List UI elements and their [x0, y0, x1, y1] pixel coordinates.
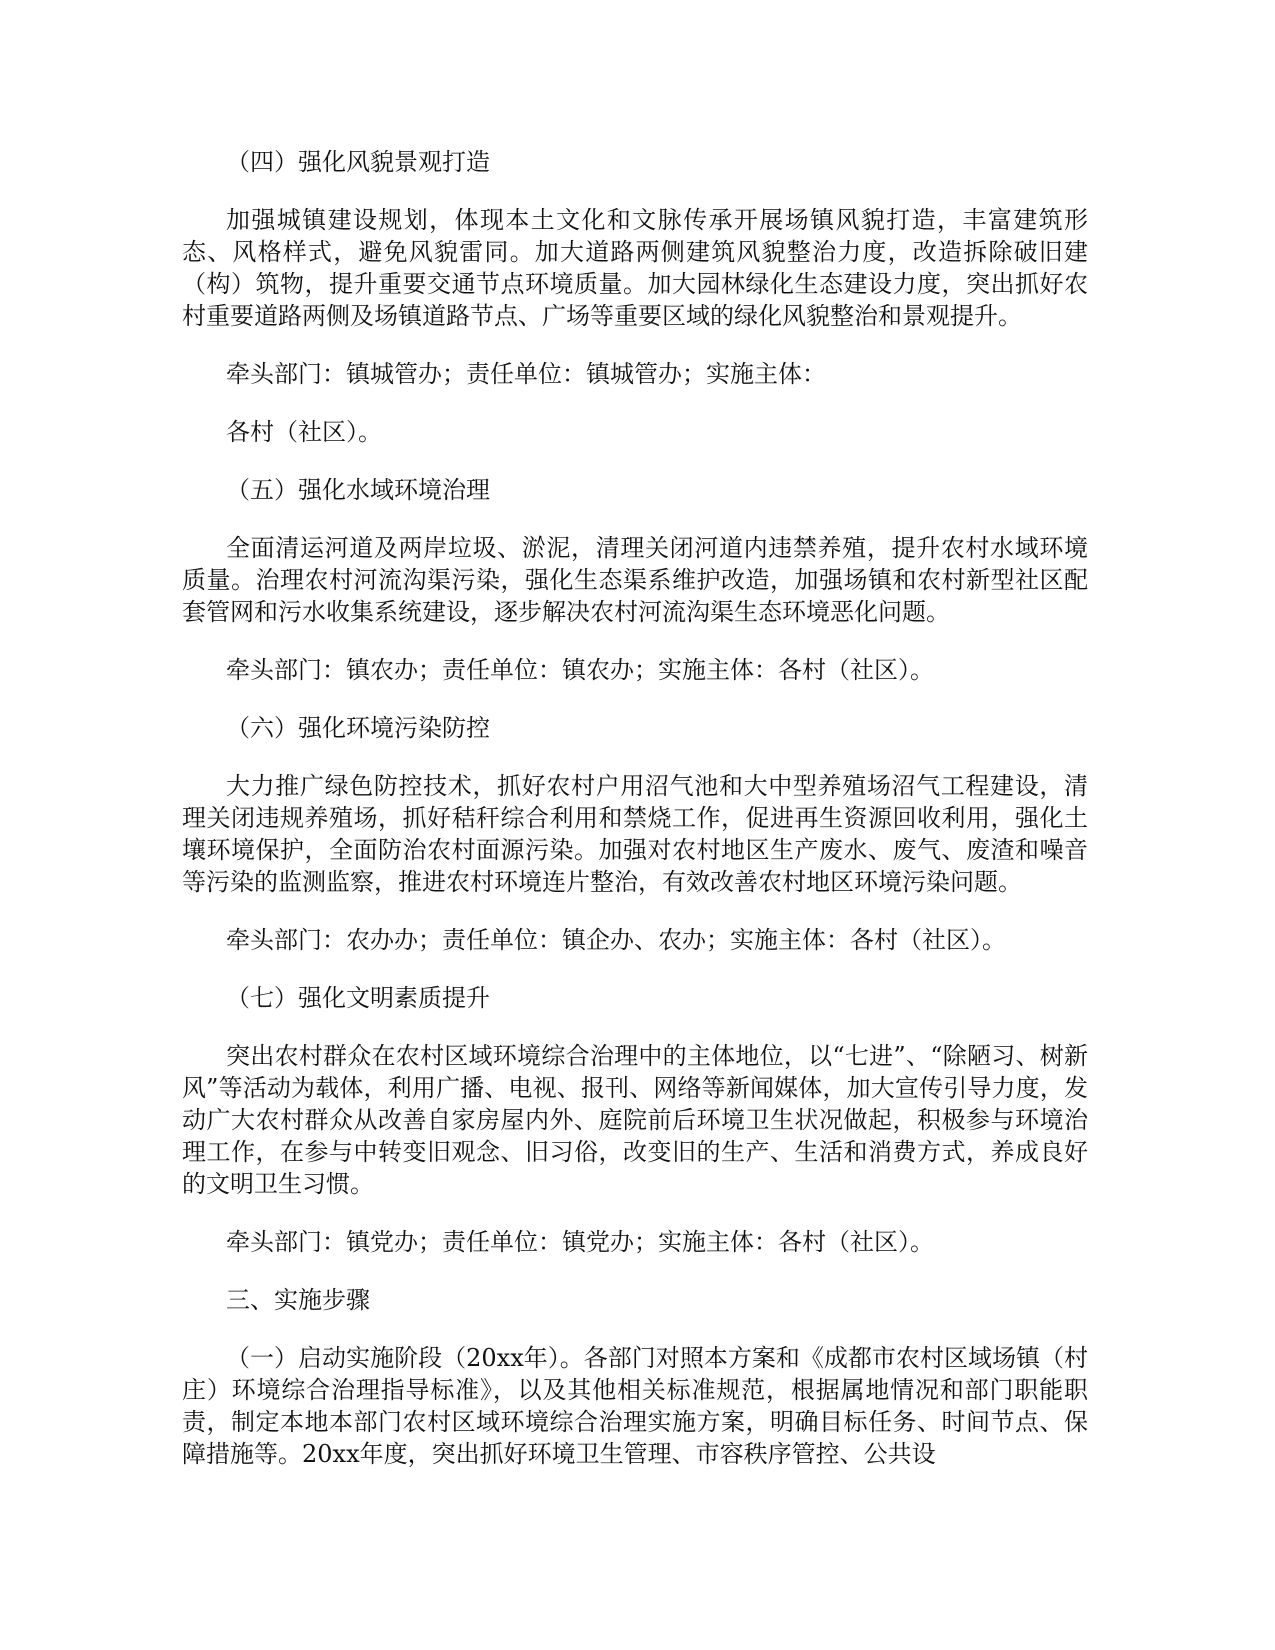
chapter-heading: 三、实施步骤	[226, 1286, 370, 1314]
responsibility-line: 牵头部门：农办办；责任单位：镇企办、农办；实施主体：各村（社区）。	[226, 926, 1006, 954]
responsibility-line: 牵头部门：镇党办；责任单位：镇党办；实施主体：各村（社区）。	[226, 1228, 934, 1256]
section-heading-4: （四）强化风貌景观打造	[226, 148, 490, 176]
document-body	[182, 146, 1088, 1496]
body-paragraph: （一）启动实施阶段（20xx年）。各部门对照本方案和《成都市农村区域场镇（村庄）环境综合治理指导标准》，以及其他相关标准规范，根据属地情况和部门职能职责，制定本地本部门农村区域环境综合治理实施方案，明确目标任务、时间节点、保障措施等。20xx年度，突出抓好环境卫生管理、市容秩序管控、公共设	[182, 1344, 1088, 1468]
body-paragraph: 加强城镇建设规划，体现本土文化和文脉传承开展场镇风貌打造，丰富建筑形态、风格样式，避免风貌雷同。加大道路两侧建筑风貌整治力度，改造拆除破旧建（构）筑物，提升重要交通节点环境质量。加大园林绿化生态建设力度，突出抓好农村重要道路两侧及场镇道路节点、广场等重要区域的绿化风貌整治和景观提升。	[182, 206, 1088, 330]
body-paragraph: 突出农村群众在农村区域环境综合治理中的主体地位，以“七进”、“除陋习、树新风”等活动为载体，利用广播、电视、报刊、网络等新闻媒体，加大宣传引导力度，发动广大农村群众从改善自家房屋内外、庭院前后环境卫生状况做起，积极参与环境治理工作，在参与中转变旧观念、旧习俗，改变旧的生产、生活和消费方式，养成良好的文明卫生习惯。	[182, 1042, 1088, 1198]
body-paragraph: 全面清运河道及两岸垃圾、淤泥，清理关闭河道内违禁养殖，提升农村水域环境质量。治理农村河流沟渠污染，强化生态渠系维护改造，加强场镇和农村新型社区配套管网和污水收集系统建设，逐步解决农村河流沟渠生态环境恶化问题。	[182, 534, 1088, 626]
section-heading-5: （五）强化水域环境治理	[226, 476, 490, 504]
responsibility-line: 牵头部门：镇农办；责任单位：镇农办；实施主体：各村（社区）。	[226, 656, 934, 684]
section-heading-7: （七）强化文明素质提升	[226, 984, 490, 1012]
section-heading-6: （六）强化环境污染防控	[226, 714, 490, 742]
body-paragraph: 大力推广绿色防控技术，抓好农村户用沼气池和大中型养殖场沼气工程建设，清理关闭违规养殖场，抓好秸秆综合利用和禁烧工作，促进再生资源回收利用，强化土壤环境保护，全面防治农村面源污染。加强对农村地区生产废水、废气、废渣和噪音等污染的监测监察，推进农村环境连片整治，有效改善农村地区环境污染问题。	[182, 772, 1088, 896]
responsibility-line-continued: 各村（社区）。	[226, 418, 382, 446]
responsibility-line: 牵头部门：镇城管办；责任单位：镇城管办；实施主体：	[226, 360, 826, 388]
